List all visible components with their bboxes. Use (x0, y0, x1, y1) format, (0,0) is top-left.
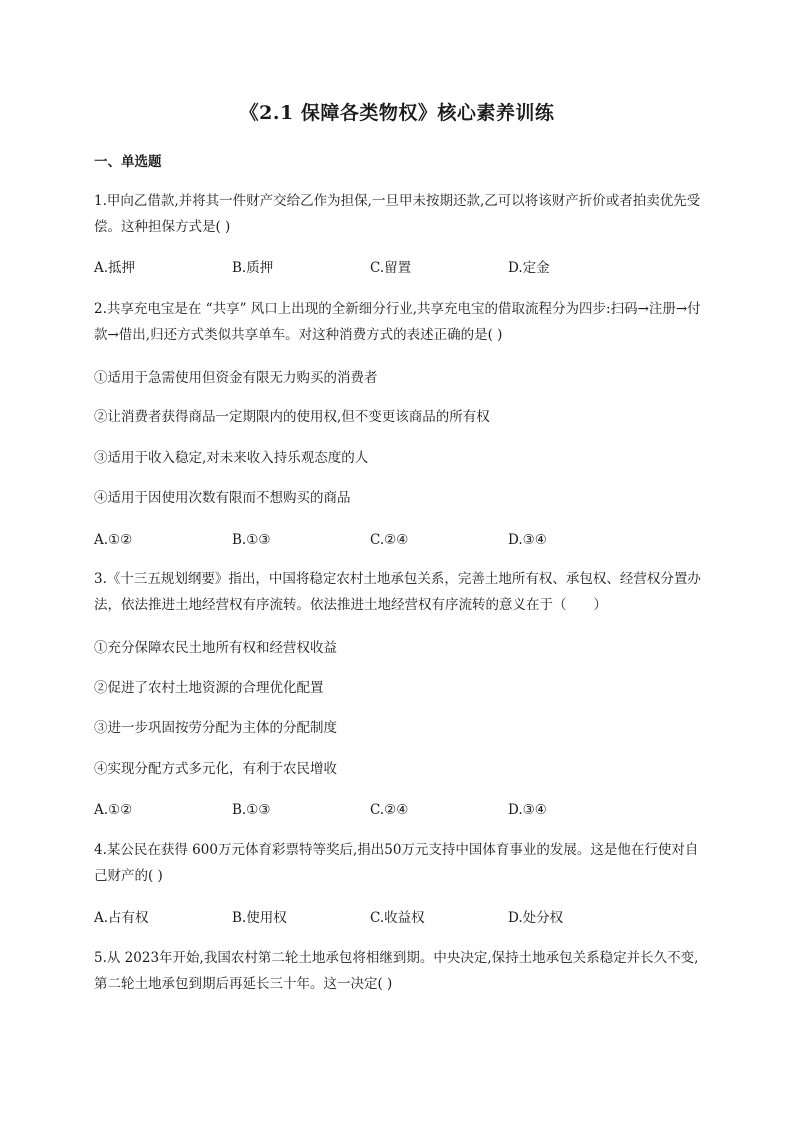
page-title: 《2.1 保障各类物权》核心素养训练 (239, 102, 555, 124)
question-3-stem: 3.《十三五规划纲要》指出，中国将稳定农村土地承包关系，完善土地所有权、承包权、经营权分置办法，依法推进土地经营权有序流转。依法推进土地经营权有序流转的意义在于（ ） (94, 571, 701, 613)
option-d: D.定金 (508, 260, 550, 276)
option-a: A.抵押 (94, 260, 136, 276)
question-3-options (94, 800, 704, 820)
section-heading: 一、单选题 (94, 154, 162, 170)
option-b: B.使用权 (232, 910, 287, 926)
option-d: D.③④ (508, 532, 547, 548)
question-2-statement-4: ④适用于因使用次数有限而不想购买的商品 (94, 490, 351, 506)
question-5-stem: 5.从 2023年开始,我国农村第二轮土地承包将相继到期。中央决定,保持土地承包关系稳定并长久不变,第二轮土地承包到期后再延长三十年。这一决定( ) (94, 950, 699, 992)
option-a: A.①② (94, 802, 133, 818)
question-2-statement-3: ③适用于收入稳定,对未来收入持乐观态度的人 (94, 450, 369, 466)
option-d: D.③④ (508, 802, 547, 818)
question-3-statement-4: ④实现分配方式多元化，有利于农民增收 (94, 761, 337, 777)
option-c: C.留置 (370, 260, 412, 276)
option-d: D.处分权 (508, 910, 564, 926)
question-2-options (94, 530, 704, 550)
question-3-statement-2: ②促进了农村土地资源的合理优化配置 (94, 680, 324, 696)
option-b: B.①③ (232, 532, 271, 548)
question-3-statement-3: ③进一步巩固按劳分配为主体的分配制度 (94, 720, 337, 736)
question-1-stem: 1.甲向乙借款,并将其一件财产交给乙作为担保,一旦甲未按期还款,乙可以将该财产折价或者拍卖优先受偿。这种担保方式是( ) (94, 193, 701, 235)
option-a: A.①② (94, 532, 133, 548)
question-2-statement-1: ①适用于急需使用但资金有限无力购买的消费者 (94, 370, 378, 386)
question-1-options (94, 258, 704, 278)
option-c: C.②④ (370, 532, 409, 548)
question-3-statement-1: ①充分保障农民土地所有权和经营权收益 (94, 640, 337, 656)
question-2-statement-2: ②让消费者获得商品一定期限内的使用权,但不变更该商品的所有权 (94, 409, 490, 425)
option-b: B.质押 (232, 260, 274, 276)
question-4-stem: 4.某公民在获得 600万元体育彩票特等奖后,捐出50万元支持中国体育事业的发展。这是他在行使对自己财产的( ) (94, 842, 699, 884)
option-c: C.收益权 (370, 910, 425, 926)
option-a: A.占有权 (94, 910, 149, 926)
option-c: C.②④ (370, 802, 409, 818)
question-4-options (94, 908, 704, 928)
option-b: B.①③ (232, 802, 271, 818)
question-2-stem: 2.共享充电宝是在 “共享” 风口上出现的全新细分行业,共享充电宝的借取流程分为四步:扫码→注册→付款→借出,归还方式类似共享单车。对这种消费方式的表述正确的是( ) (94, 301, 701, 343)
